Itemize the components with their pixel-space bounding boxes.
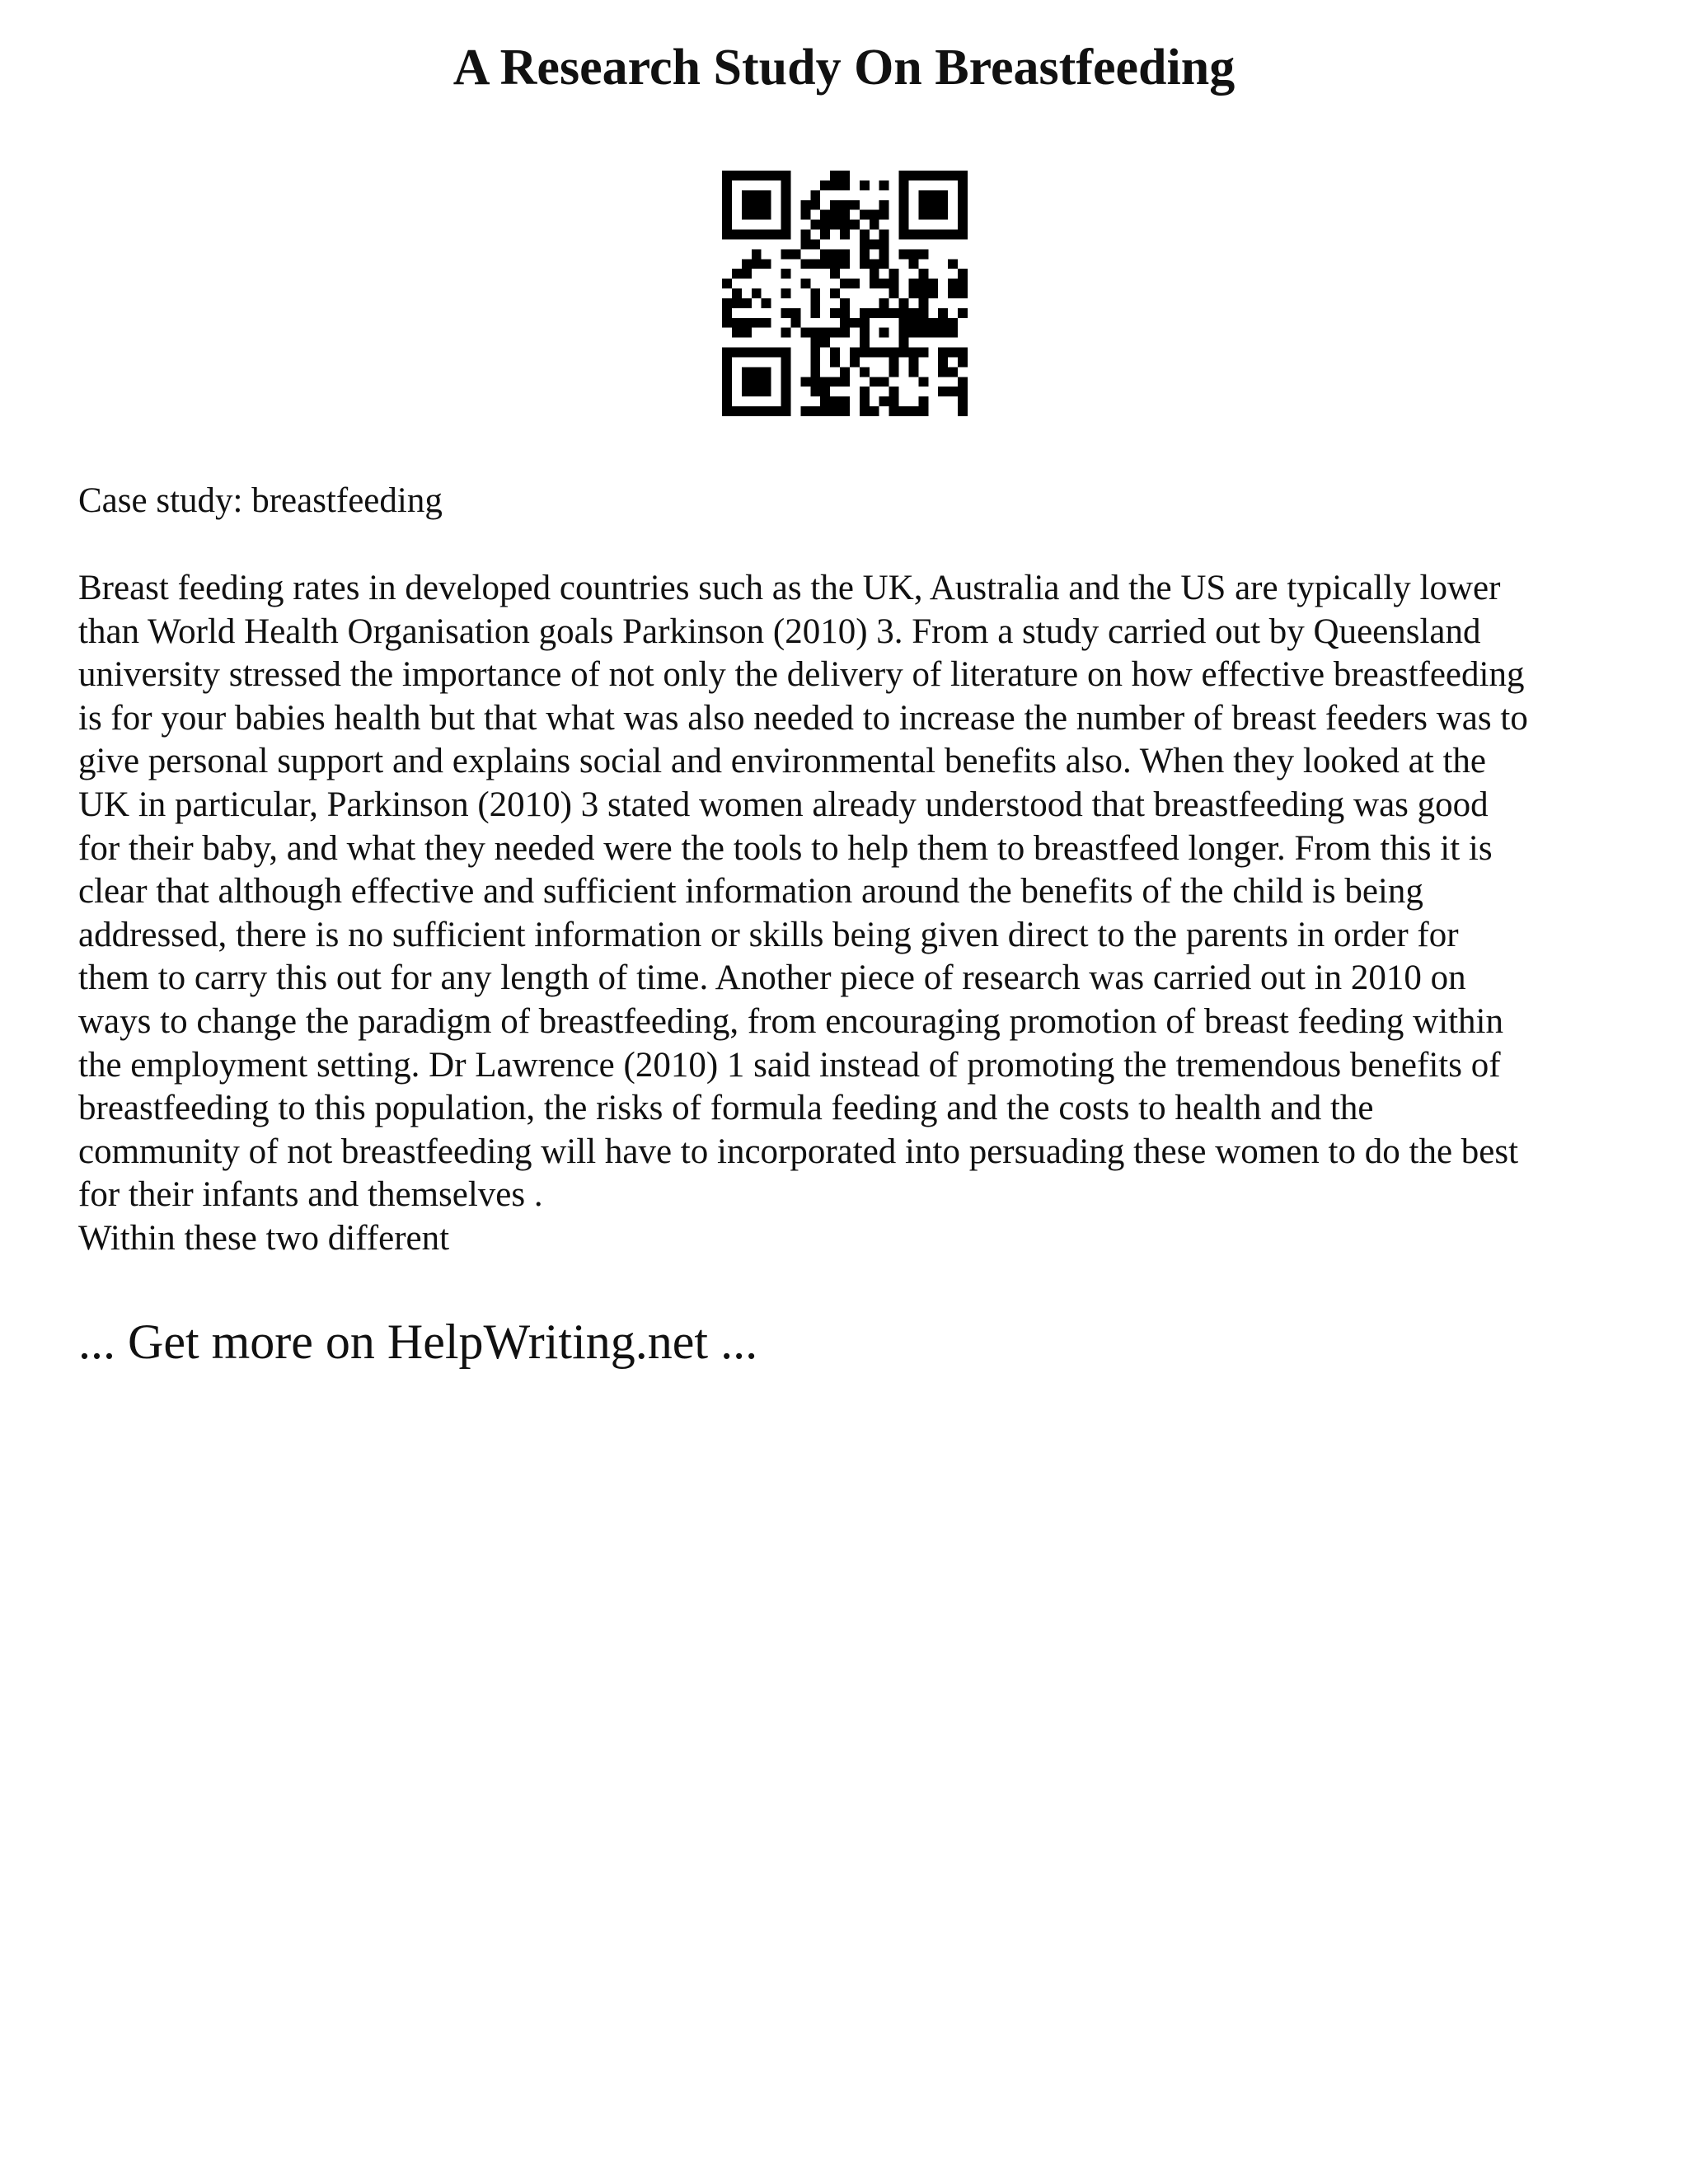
get-more-link[interactable]: ... Get more on HelpWriting.net ... (78, 1315, 758, 1369)
document-title: A Research Study On Breastfeeding (452, 40, 1236, 96)
paragraph-line: for their baby, and what they needed were the tools to help them to breastfeed longer. From this it is (78, 828, 1493, 868)
paragraph-line: for their infants and themselves . (78, 1175, 543, 1215)
paragraph-line: Within these two different (78, 1218, 450, 1258)
paragraph-line: is for your babies health but that what was also needed to increase the number of breast feeders was to (78, 698, 1528, 738)
paragraph-line: university stressed the importance of not only the delivery of literature on how effective breastfeeding (78, 655, 1525, 695)
qr-code-icon (722, 171, 968, 416)
paragraph-line: ways to change the paradigm of breastfeeding, from encouraging promotion of breast feeding within (78, 1001, 1504, 1041)
case-study-heading: Case study: breastfeeding (78, 481, 443, 520)
paragraph-line: Breast feeding rates in developed countries such as the UK, Australia and the US are typically lower (78, 569, 1501, 607)
paragraph-line: community of not breastfeeding will have to incorporated into persuading these women to do the best (78, 1132, 1519, 1171)
paragraph-line: addressed, there is no sufficient information or skills being given direct to the parents in order for (78, 915, 1459, 954)
paragraph-line: UK in particular, Parkinson (2010) 3 stated women already understood that breastfeeding was good (78, 785, 1489, 824)
paragraph-line: give personal support and explains social and environmental benefits also. When they looked at the (78, 742, 1486, 781)
paragraph-line: breastfeeding to this population, the risks of formula feeding and the costs to health and the (78, 1089, 1374, 1128)
paragraph-line: than World Health Organisation goals Parkinson (2010) 3. From a study carried out by Queensland (78, 612, 1481, 651)
paragraph-line: the employment setting. Dr Lawrence (2010) 1 said instead of promoting the tremendous benefits of (78, 1045, 1501, 1085)
paragraph-line: clear that although effective and sufficient information around the benefits of the child is being (78, 872, 1423, 912)
paragraph-line: them to carry this out for any length of time. Another piece of research was carried out in 2010 on (78, 958, 1466, 998)
body-paragraph (78, 567, 1628, 1261)
